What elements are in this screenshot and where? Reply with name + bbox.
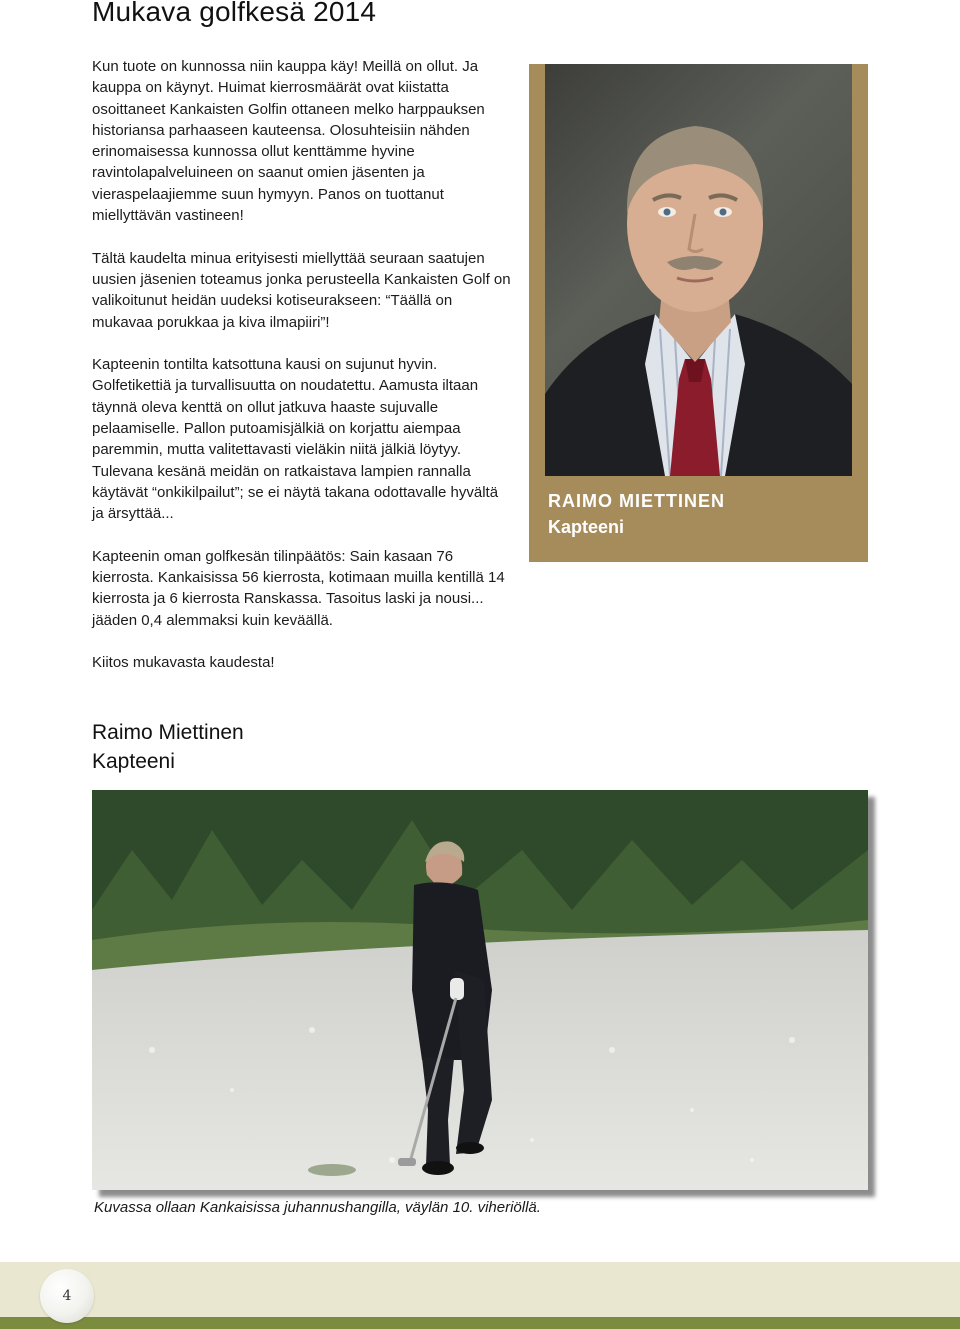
paragraph-new-members: Tältä kaudelta minua erityisesti miellyttää seuraan saatujen uusien jäsenien toteamus jonka perusteella Kankaisten Golf on valikoitunut heidän uudeksi kotiseurakseen: “Täällä on mukavaa porukkaa ja kiva ilmapiiri”! (92, 249, 511, 331)
portrait-name: RAIMO MIETTINEN (548, 491, 725, 511)
page-title: Mukava golfkesä 2014 (92, 0, 377, 27)
portrait-caption (548, 488, 725, 540)
portrait-photo (545, 64, 852, 476)
page-number-golf-ball (40, 1269, 94, 1323)
footer-line (0, 1317, 960, 1329)
golf-photo (92, 790, 868, 1190)
footer-band (0, 1262, 960, 1317)
paragraph-statistics: Kapteenin oman golfkesän tilinpäätös: Sain kasaan 76 kierrosta. Kankaisissa 56 kierrosta, kotimaan muilla kentillä 14 kierrosta ja 6 kierrosta Ranskassa. Tasoitus laski ja nousi... jääden 0,4 alemmaksi kuin keväällä. (92, 547, 505, 629)
signature (92, 718, 244, 776)
page-number: 4 (62, 1288, 72, 1304)
paragraph-season: Kapteenin tontilta katsottuna kausi on sujunut hyvin. Golfetikettiä ja turvallisuutta on noudatettu. Aamusta iltaan täynnä oleva kenttä on ollut jatkuva haaste sujuvalle pelaamiselle. Pallon putoamisjälkiä on korjattu aiempaa paremmin, mutta valitettavasti vieläkin niitä jälkiä löytyy. Tulevana kesänä meidän on ratkaistava lampien rannalla käytävät “onkikilpailut”; se ei näytä takana odottavalle hyvältä ja ärsyttää... (92, 356, 499, 523)
portrait-frame (529, 64, 868, 562)
paragraph-thanks: Kiitos mukavasta kaudesta! (92, 654, 275, 672)
paragraph-intro: Kun tuote on kunnossa niin kauppa käy! Meillä on ollut. Ja kauppa on käynyt. Huimat kierrosmäärät ovat kiistatta osoittaneet Kankaisten Golfin ottaneen melko harppauksen historiansa parhaaseen kauteensa. Olosuhteisiin nähden erinomaisessa kunnossa ollut kenttämme hyvine ravintolapalveluineen on saanut omien jäsenten ja vieraspelaajiemme suun hymyyn. Panos on tuottanut miellyttävän vastineen! (92, 58, 485, 225)
golf-photo-illustration (92, 790, 868, 1190)
portrait-illustration (545, 64, 852, 476)
portrait-role: Kapteeni (548, 517, 625, 537)
photo-caption: Kuvassa ollaan Kankaisissa juhannushangilla, väylän 10. viheriöllä. (94, 1199, 541, 1216)
article-body (92, 56, 512, 695)
signature-role: Kapteeni (92, 750, 175, 773)
signature-name: Raimo Miettinen (92, 721, 244, 744)
